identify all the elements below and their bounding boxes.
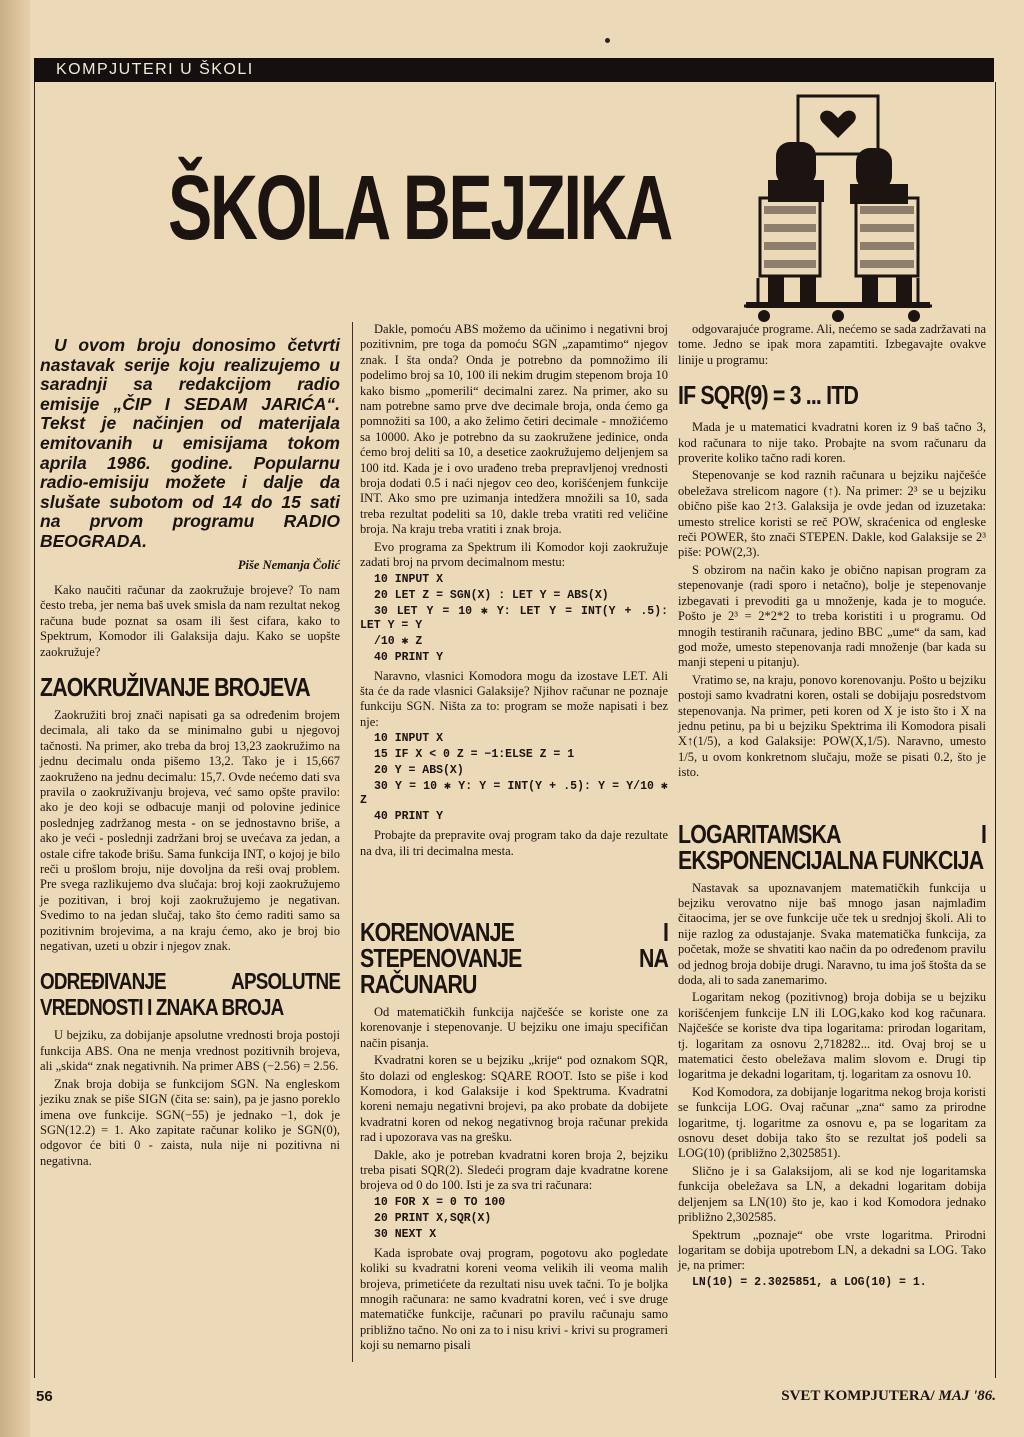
paragraph: Probajte da prepravite ovaj program tako da daje rezultate na dva, ili tri decimalna mesta.: [360, 828, 668, 858]
heading-if-sqr: IF SQR(9) = 3 ... ITD: [678, 380, 859, 411]
paragraph: Od matematičkih funkcija najčešće se koriste one za korenovanje i stepenovanje. U bejziku one imaju specifičan način pisanja.: [360, 1004, 668, 1050]
section-label: KOMPJUTERI U ŠKOLI: [56, 61, 254, 78]
code-line: 20 PRINT X,SQR(X): [374, 1211, 492, 1225]
paragraph: Dakle, pomoću ABS možemo da učinimo i negativni broj pozitivnim, pre toga da pomoću SGN „zapamtimo“ njegov znak. I šta onda? Onda je potrebno da pomnožimo ili podelimo broj sa 10, 100 ili nekim drugim stepenom broja 10 kako bismo „pomerili“ decimalni zarez. Na primer, ako su nam potrebne samo prve dve decimale broja, onda ćemo ga pomnožiti sa 100, a ako želimo četiri decimale - množićemo sa 10000. Ako je potrebno da su zaokružene jedinice, onda ćemo broj deliti sa 10, a desetice zaokružujemo deljenjem sa 100 itd. Kada je i ovo urađeno treba prepravljenoj vrednosti broja dodati 0.5 i naći njegov ceo deo, korišćenjem funkcije INT. Ako smo pre uzimanja intedžera množili sa 10, sada treba rezultat podeliti sa 10, dakle treba vratiti red veličine broja. Na kraju treba vratiti i znak broja.: [360, 322, 668, 537]
code-line: LN(10) = 2.3025851, a LOG(10) = 1.: [692, 1275, 927, 1289]
code-line: 15 IF X < 0 Z = −1:ELSE Z = 1: [374, 748, 575, 762]
code-line: /10 ✱ Z: [374, 634, 423, 648]
code-listing-3: [360, 1196, 668, 1242]
couple-illustration: [738, 88, 938, 328]
issue-date: MAJ '86.: [938, 1388, 996, 1404]
code-line: 20 Y = ABS(X): [374, 764, 464, 778]
paragraph: Vratimo se, na kraju, ponovo korenovanju. Pošto u bejziku postoji samo kvadratni koren, ostali se dobijaju posredstvom stepenovanja. Na primer, peti koren od X je isto što i X na jednu petinu, pa bi u bejziku Spektrima ili Komodora pisali X↑(1/5), a kod Galaksije: POW(X,1/5). Naravno, umesto 1/5, u ovom konkretnom slučaju, može se pisati 0.2, što je isto.: [678, 672, 986, 780]
heading-logaritamska: LOGARITAMSKA I EKSPONENCIJALNA FUNKCIJA: [678, 818, 987, 875]
heart-icon: [820, 111, 856, 138]
magazine-footer: [781, 1388, 996, 1405]
byline: Piše Nemanja Čolić: [237, 557, 340, 572]
code-listing-2: [360, 732, 668, 824]
print-speck: [605, 38, 610, 43]
paragraph: Stepenovanje se kod raznih računara u bejziku najčešće obeležava strelicom nagore (↑). Na primer: 2³ se u bejziku obično piše kao 2↑3. Galaksija je ovde jedan od izuzetaka: umesto strelice koristi se reč POW, skraćenica od engleske reči POWER, što znači STEPEN. Dakle, kod Galaksije se 2³ piše: POW(2,3).: [678, 468, 986, 560]
code-line: 40 PRINT Y: [374, 810, 444, 824]
paragraph: Nastavak sa upoznavanjem matematičkih funkcija u bejziku verovatno nije baš mnogo jasan najmlađim čitaocima, jer se ove funkcije uče tek u srednjoj školi. Ali to nije razlog za odustajanje. Svaka matematička funkcija, za početak, može se shvatiti kao način da po određenom pravilu od jednog broja dobije drugi. Naravno, tu ima još štošta da se doda, ali to sada zanemarimo.: [678, 880, 986, 987]
article-title: ŠKOLA BEJZIKA: [168, 157, 672, 259]
column-2: [360, 322, 668, 1356]
paragraph: Logaritam nekog (pozitivnog) broja dobija se u bejziku korišćenjem funkcije LN ili LOG,kako kod kog računara. Najčešće se koriste dva tipa logaritama: prirodan logaritam, tj. logaritam za osnovu 2,718282... itd. Ovaj broj se u matematici često obeležava malim slovom e. Drugi tip logaritma je dekadni logaritam, tj. logaritam za osnovu 10.: [678, 990, 986, 1082]
paragraph: Znak broja dobija se funkcijom SGN. Na engleskom jeziku znak se piše SIGN (čita se: sain), pa je jasno poreklo imena ove funkcije. SGN(−55) je jednako −1, dok je SGN(12.2) = 1. Ako zapitate računar koliko je SGN(0), odgovor će biti 0 - zaista, nula nije ni pozitivna ni negativna.: [40, 1076, 340, 1168]
paragraph: Kod Komodora, za dobijanje logaritma nekog broja koristi se funkcija LOG. Ovaj računar „zna“ samo za prirodne logaritme, tj. logaritme za osnovu e, pa se logaritam za osnovu deset dobija tako što se rezultat još podeli sa LOG(10) (približno 2,3025851).: [678, 1084, 986, 1161]
code-line: 30 Y = 10 ✱ Y: Y = INT(Y + .5): Y = Y/10 ✱ Z: [360, 780, 668, 808]
lead-paragraph: U ovom broju donosimo četvrti nastavak serije koju realizujemo u saradnji sa redakcijom radio emisije „ČIP I SEDAM JARIĆA“. Tekst je načinjen od materijala emitovanih u emisijama tokom aprila 1986. godine. Popularnu radio-emisiju možete i dalje da slušate subotom od 14 do 15 sati na prvom programu RADIO BEOGRADA.: [40, 335, 340, 551]
paragraph: Mada je u matematici kvadratni koren iz 9 baš tačno 3, kod računara to nije tako. Probajte na svom računaru da proverite koliko tačno radi koren.: [678, 420, 986, 466]
section-header-bar: [34, 58, 994, 82]
paragraph: Kvadratni koren se u bejziku „krije“ pod oznakom SQR, što dolazi od engleskog: SQARE ROOT. Isto se piše i kod Komodora, i kod Galaksije i kod Spektruma. Kvadratni koreni nemaju negativni brojevi, pa ako probate da dobijete kvadratni koren od nekog negativnog broja računar prekida rad i upozorava vas na grešku.: [360, 1053, 668, 1145]
paragraph: Kada isprobate ovaj program, pogotovu ako pogledate koliki su kvadratni koreni veoma velikih ili veoma malih brojeva, primetićete da rezultati nisu uvek tačni. To je boljka mnogih računara: ne samo kvadratni koren, već i sve druge matematičke funkcije, računari po pravilu računaju samo približno tačno. No oni za to i nisu krivi - krivi su programeri koji su nemarno pisali: [360, 1245, 668, 1353]
heading-korenovanje: KORENOVANJE I STEPENOVANJE NA RAČUNARU: [360, 916, 669, 999]
code-line: 10 FOR X = 0 TO 100: [374, 1195, 506, 1209]
code-line: 30 NEXT X: [374, 1227, 437, 1241]
code-listing-1: [360, 573, 668, 665]
paragraph: Zaokružiti broj znači napisati ga sa određenim brojem decimala, ali tako da se minimalno gubi u njegovoj tačnosti. Na primer, ako treba da broj 13,23 zaokružimo na jednu decimalu onda pišemo 13,2. Tako je i 15,667 zaokruženo na jednu decimalu: 15,7. Ovde nećemo dati sva pravila o zaokruživanju brojeva, već samo opšte pravilo: ako je deo koji se odbacuje manji od polovine jedinice poslednjeg zadržanog mesta - on se jednostavno briše, a ako je veći - poslednji zadržani broj se uvećava za jedan, a ostale cifre takođe brišu. Sama funkcija INT, o kojoj je bilo reči u prošlom broju, nije dovoljna da reši ovaj problem. Pre svega razlikujemo dva slučaja: broj koji zaokružujemo je pozitivan, i broj koji zaokružujemo je negativan. Svedimo to na jedan slučaj, tako što ćemo raditi samo sa pozitivnim brojevima, a na kraju ćemo, ako je broj bio negativan, uzeti u obzir i njegov znak.: [40, 707, 340, 954]
paragraph: S obzirom na način kako je obično napisan program za stepenovanje (radi sporo i netačno), bolje je stepenovanje izbegavati i prevoditi ga u množenje, kada je to moguće. Pošto je 2³ = 2*2*2 to treba koristiti i u programu. Od mnogih testiranih računara, jedino BBC „ume“ da sam, kad god može, umesto stepenovanja radi množenje (bar kada su manji stepeni u pitanju).: [678, 562, 986, 670]
code-line: 20 LET Z = SGN(X) : LET Y = ABS(X): [374, 588, 609, 602]
column-1: [40, 336, 340, 1171]
paragraph: Dakle, ako je potreban kvadratni koren broja 2, bejziku treba pisati SQR(2). Sledeći program daje kvadratne korene brojeva od 0 do 100. Isti je za sva tri računara:: [360, 1147, 668, 1193]
page-number: 56: [36, 1388, 53, 1405]
code-line: 40 PRINT Y: [374, 650, 444, 664]
magazine-name: SVET KOMPJUTERA/: [781, 1388, 935, 1404]
page-edge: [0, 0, 30, 1437]
paragraph: Slično je i sa Galaksijom, ali se kod nje logaritamska funkcija obeležava sa LN, a dekadni logaritam dobija deljenjem sa LN(10) što je, kao i kod Komodora jednako približno 2,302585.: [678, 1163, 986, 1225]
code-line: 10 INPUT X: [374, 572, 444, 586]
paragraph: U bejziku, za dobijanje apsolutne vrednosti broja postoji funkcija ABS. Ona ne menja vrednost pozitivnih brojeva, ali „skida“ znak negativnih. Na primer ABS (−2.56) = 2.56.: [40, 1028, 340, 1074]
intro-paragraph: Kako naučiti računar da zaokružuje brojeve? To nam često treba, jer nema baš uvek smisla da nam rezultat nekog računa bude poznat sa osam ili šest cifara, kako to Spektrum, Komodor ili Galaksija daju. Kako se uopšte zaokružuje?: [40, 582, 340, 659]
paragraph: Spektrum „poznaje“ obe vrste logaritma. Prirodni logaritam se dobija upotrebom LN, a dekadni sa LOG. Tako je, na primer:: [678, 1227, 986, 1273]
paragraph: Naravno, vlasnici Komodora mogu da izostave LET. Ali šta će da rade vlasnici Galaksije? Njihov računar ne poznaje funkciju SGN. Ništa za to: program se može napisati i bez nje:: [360, 668, 668, 729]
paragraph: Evo programa za Spektrum ili Komodor koji zaokružuje zadati broj na prvom decimalnom mestu:: [360, 539, 668, 570]
heading-zaokruzivanje: ZAOKRUŽIVANJE BROJEVA: [40, 671, 310, 702]
code-line: 10 INPUT X: [374, 732, 444, 746]
code-line: 30 LET Y = 10 ✱ Y: LET Y = INT(Y + .5): LET Y = Y: [360, 604, 668, 632]
paragraph: odgovarajuće programe. Ali, nećemo se sada zadržavati na tome. Jedno se ipak mora zapamtiti. Izbegavajte ovakve linije u programu:: [678, 322, 986, 367]
heading-apsolutna-vrednost: ODREĐIVANJE APSOLUTNE VREDNOSTI I ZNAKA BROJA: [40, 968, 341, 1021]
column-3: [678, 322, 986, 1292]
